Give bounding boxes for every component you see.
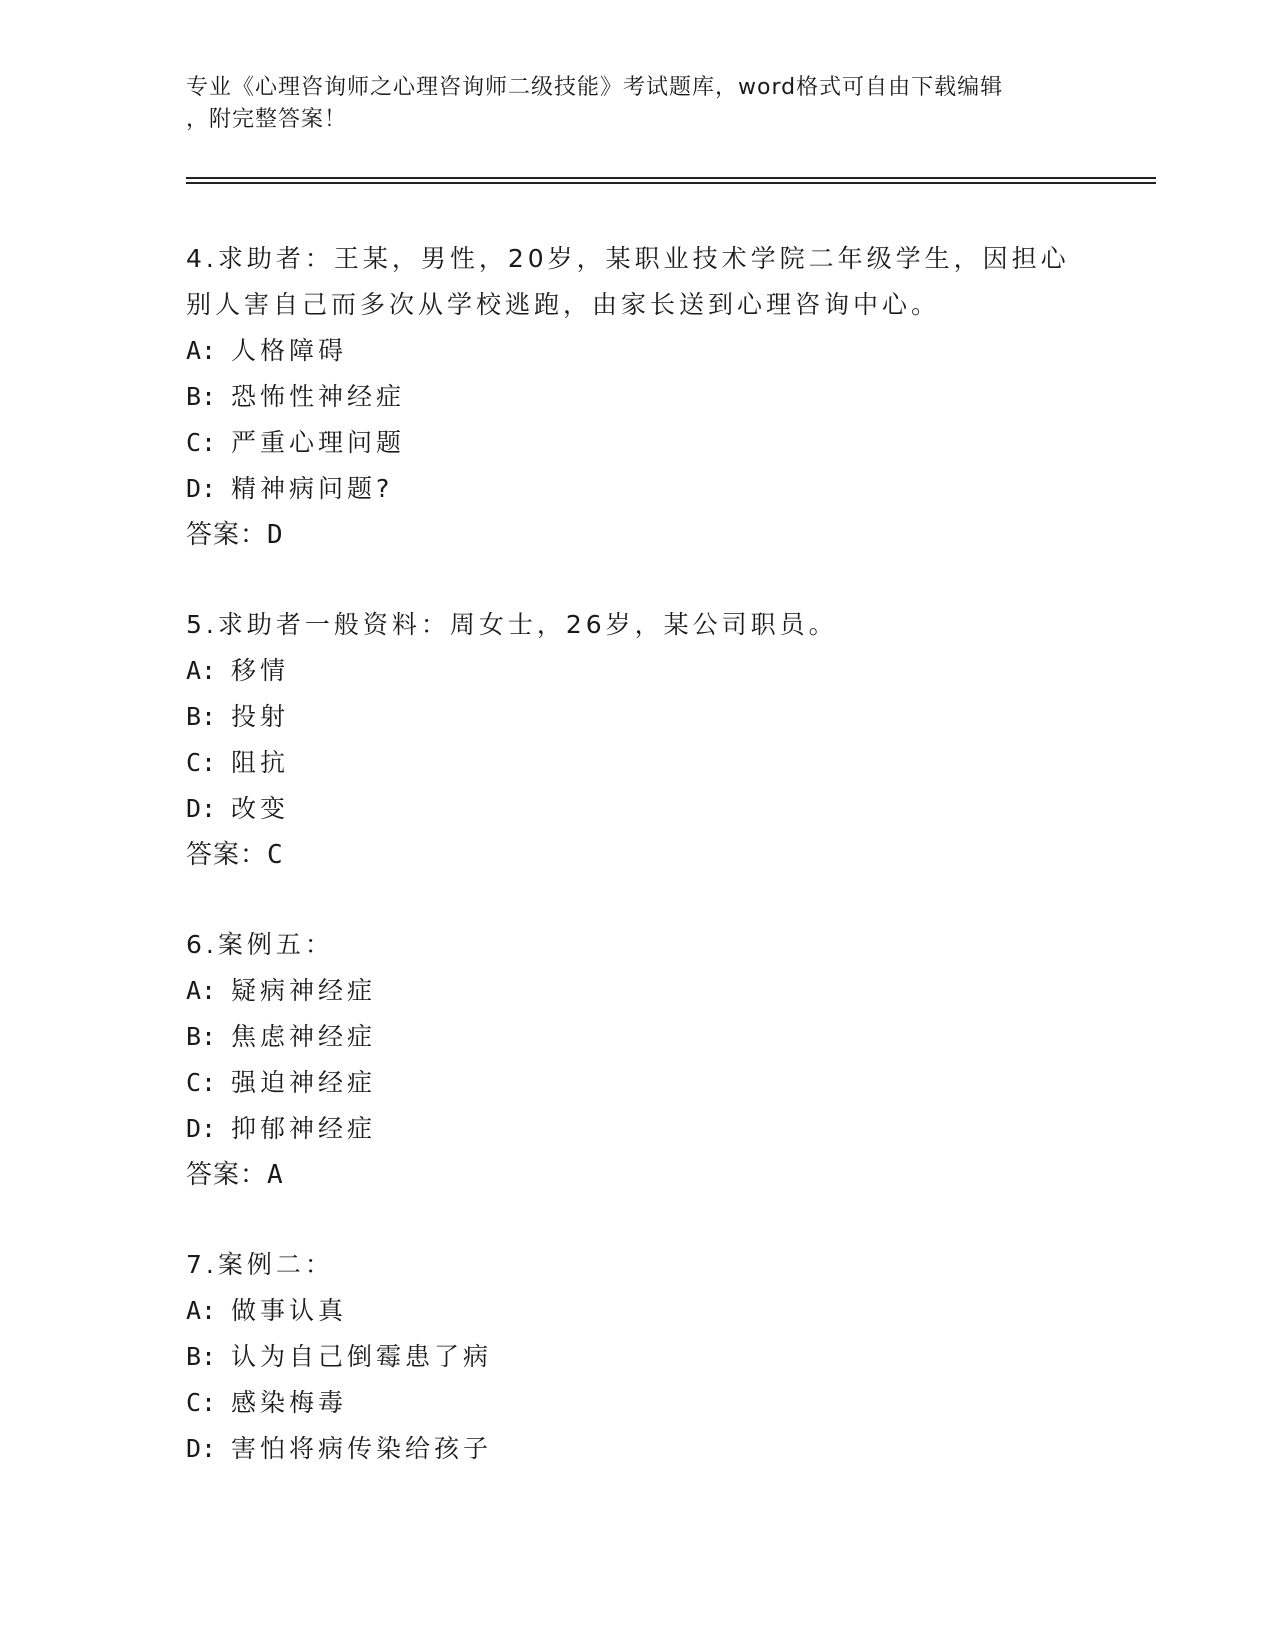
option-text: 感染梅毒	[231, 1388, 348, 1417]
option-text: 人格障碍	[231, 336, 348, 365]
question-5	[186, 602, 1086, 878]
answer	[186, 512, 1086, 558]
option-b	[186, 694, 1086, 740]
option-text: 疑病神经症	[231, 976, 377, 1005]
answer-label: 答案：	[186, 520, 268, 550]
header-divider-bottom	[186, 182, 1156, 184]
question-stem: 求助者一般资料：周女士，26岁，某公司职员。	[217, 610, 838, 639]
document-header	[186, 72, 1066, 136]
option-key: D:	[186, 474, 217, 503]
answer-value: A	[267, 1160, 284, 1190]
question-number: 6.	[186, 930, 218, 959]
question-4-text-line-1	[186, 236, 1086, 282]
question-number: 5.	[186, 610, 218, 639]
option-text: 做事认真	[231, 1296, 348, 1325]
option-text: 恐怖性神经症	[231, 382, 406, 411]
option-a	[186, 968, 1086, 1014]
option-key: B:	[186, 1022, 217, 1051]
option-key: A:	[186, 976, 217, 1005]
answer-value: D	[267, 520, 284, 550]
answer	[186, 832, 1086, 878]
option-b	[186, 1334, 1086, 1380]
question-6-text	[186, 922, 1086, 968]
option-d	[186, 1426, 1086, 1472]
option-text: 精神病问题?	[231, 474, 394, 503]
option-d	[186, 466, 1086, 512]
option-text: 抑郁神经症	[231, 1114, 377, 1143]
option-c	[186, 740, 1086, 786]
option-key: C:	[186, 1388, 217, 1417]
option-text: 改变	[231, 794, 290, 823]
option-a	[186, 648, 1086, 694]
option-a	[186, 1288, 1086, 1334]
option-text: 焦虑神经症	[231, 1022, 377, 1051]
option-key: C:	[186, 1068, 217, 1097]
option-text: 投射	[231, 702, 290, 731]
option-key: B:	[186, 702, 217, 731]
question-stem: 求助者：王某，男性，20岁，某职业技术学院二年级学生，因担心	[217, 244, 1070, 273]
question-4	[186, 236, 1086, 558]
option-text: 认为自己倒霉患了病	[231, 1342, 493, 1371]
answer-label: 答案：	[186, 1160, 268, 1190]
question-7	[186, 1242, 1086, 1472]
option-key: B:	[186, 1342, 217, 1371]
option-key: C:	[186, 428, 217, 457]
question-stem: 案例五：	[217, 930, 334, 959]
option-text: 阻抗	[231, 748, 290, 777]
option-b	[186, 1014, 1086, 1060]
option-c	[186, 1060, 1086, 1106]
answer-label: 答案：	[186, 840, 268, 870]
option-key: D:	[186, 1114, 217, 1143]
option-text: 严重心理问题	[231, 428, 406, 457]
option-key: C:	[186, 748, 217, 777]
question-list	[186, 236, 1086, 1516]
option-text: 害怕将病传染给孩子	[231, 1434, 493, 1463]
header-title-line-1: 专业《心理咨询师之心理咨询师二级技能》考试题库，word格式可自由下载编辑	[186, 75, 1004, 100]
option-c	[186, 1380, 1086, 1426]
option-text: 强迫神经症	[231, 1068, 377, 1097]
question-7-text	[186, 1242, 1086, 1288]
question-4-text-line-2: 别人害自己而多次从学校逃跑，由家长送到心理咨询中心。	[186, 290, 941, 319]
question-5-text	[186, 602, 1086, 648]
option-d	[186, 786, 1086, 832]
header-divider-top	[186, 177, 1156, 179]
question-stem: 案例二：	[217, 1250, 334, 1279]
option-key: D:	[186, 1434, 217, 1463]
option-key: B:	[186, 382, 217, 411]
option-d	[186, 1106, 1086, 1152]
question-number: 4.	[186, 244, 218, 273]
question-6	[186, 922, 1086, 1198]
option-a	[186, 328, 1086, 374]
option-text: 移情	[231, 656, 290, 685]
option-key: A:	[186, 336, 217, 365]
answer	[186, 1152, 1086, 1198]
option-b	[186, 374, 1086, 420]
answer-value: C	[267, 840, 284, 870]
option-key: A:	[186, 656, 217, 685]
header-title-line-2: ，附完整答案！	[186, 107, 348, 132]
option-key: D:	[186, 794, 217, 823]
option-key: A:	[186, 1296, 217, 1325]
option-c	[186, 420, 1086, 466]
question-number: 7.	[186, 1250, 218, 1279]
